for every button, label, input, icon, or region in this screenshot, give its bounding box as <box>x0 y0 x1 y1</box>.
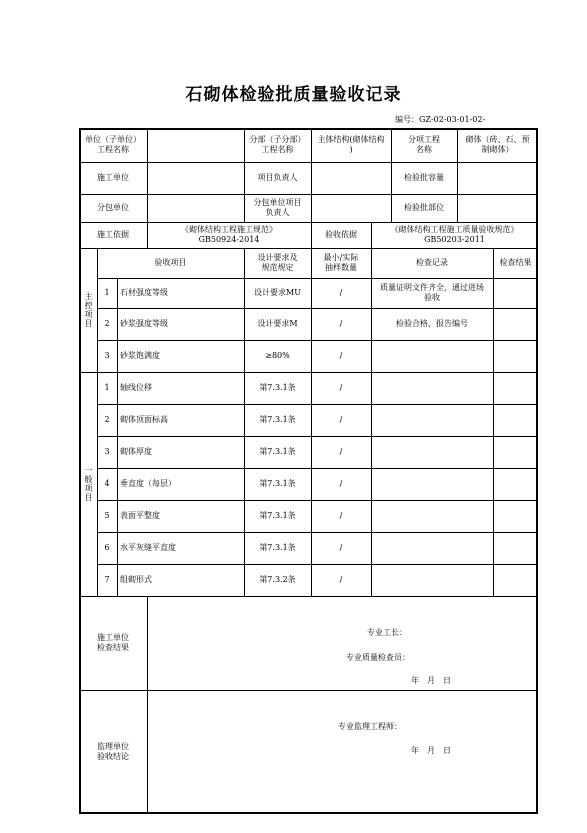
main-item-sample: / <box>339 351 343 360</box>
main-item-record <box>371 340 493 372</box>
col-item-header: 验收项目 <box>154 258 187 267</box>
grid-line <box>457 194 458 222</box>
general-item-name: 表面平整度 <box>120 511 160 520</box>
batch-location-label: 检验批部位 <box>404 203 444 212</box>
main-item-name: 砂浆强度等级 <box>120 319 168 328</box>
general-item-requirement: 第7.3.1条 <box>259 383 296 392</box>
unit-name-label: 单位（子单位） 工程名称 <box>85 135 141 154</box>
main-item-requirement: ≥80% <box>265 351 290 360</box>
col-result-header: 检查结果 <box>499 258 532 267</box>
grid-line <box>147 194 148 222</box>
supervision-check-label: 监理单位 验收结论 <box>97 742 129 761</box>
main-item-requirement: 设计要求M <box>257 319 298 328</box>
general-item-sample: / <box>339 415 343 424</box>
subcontractor-label: 分包单位 <box>97 203 129 212</box>
general-item-no: 6 <box>104 543 110 552</box>
sub-item-value: 砌体（砖、石、预 制砌体） <box>465 135 530 154</box>
grid-line <box>147 162 148 194</box>
construction-basis-label: 施工依据 <box>97 230 129 239</box>
general-item-name: 水平灰缝平直度 <box>120 543 176 552</box>
col-requirement-header: 设计要求及 规范规定 <box>257 253 298 272</box>
grid-line <box>493 372 494 596</box>
acceptance-basis-value: 《砌体结构工程施工质量验收规范》 GB50203-2011 <box>390 225 519 244</box>
sub-item-label: 分项工程 名称 <box>408 135 440 154</box>
general-item-name: 垂直度（每层） <box>120 479 176 488</box>
general-item-no: 4 <box>104 479 110 488</box>
main-item-sample: / <box>339 288 343 297</box>
sub-unit-label: 分部（子分部） 工程名称 <box>249 135 306 154</box>
acceptance-basis-label: 验收依据 <box>325 230 357 239</box>
grid-line <box>311 194 312 222</box>
general-item-requirement: 第7.3.1条 <box>259 479 296 488</box>
main-control-group-label: 主控项目 <box>84 292 93 328</box>
main-item-name: 石材强度等级 <box>120 288 168 297</box>
main-item-no: 1 <box>104 288 110 297</box>
col-record-header: 检查记录 <box>416 258 448 267</box>
foreman-signature-label: 专业工长： <box>367 628 407 637</box>
general-item-sample: / <box>339 511 343 520</box>
main-item-requirement: 设计要求MU <box>254 288 301 297</box>
project-manager-label: 项目负责人 <box>257 173 298 182</box>
general-item-requirement: 第7.3.1条 <box>259 415 296 424</box>
general-item-requirement: 第7.3.2条 <box>259 575 296 584</box>
acceptance-form-table <box>79 128 538 814</box>
general-item-requirement: 第7.3.1条 <box>259 511 296 520</box>
general-item-sample: / <box>339 383 343 392</box>
col-sample-header: 最小/实际 抽样数量 <box>323 253 359 272</box>
general-item-name: 砌体顶面标高 <box>120 415 168 424</box>
construction-unit-label: 施工单位 <box>97 173 129 182</box>
main-item-record: 检验合格，报告编号 <box>396 319 468 328</box>
general-item-name: 轴线位移 <box>120 383 152 392</box>
general-item-name: 组砌形式 <box>120 575 152 584</box>
construction-basis-value: 《砌体结构工程施工规范》 GB50924-2014 <box>181 225 277 244</box>
general-item-no: 1 <box>104 383 110 392</box>
general-item-no: 2 <box>104 415 110 424</box>
general-item-no: 3 <box>104 447 110 456</box>
construction-check-label: 施工单位 检查结果 <box>97 633 129 652</box>
supervising-engineer-signature-label: 专业监理工程师： <box>338 722 402 731</box>
main-item-sample: / <box>339 319 343 328</box>
unit-name-value <box>147 128 244 162</box>
general-item-sample: / <box>339 575 343 584</box>
general-item-sample: / <box>339 479 343 488</box>
document-number: 编号：GZ-02-03-01-02- <box>395 115 486 124</box>
general-item-name: 砌体厚度 <box>120 447 152 456</box>
form-title: 石砌体检验批质量验收记录 <box>185 85 402 105</box>
grid-line <box>311 162 312 194</box>
general-item-sample: / <box>339 543 343 552</box>
general-group-label: 一般项目 <box>84 466 93 502</box>
general-item-requirement: 第7.3.1条 <box>259 543 296 552</box>
batch-capacity-label: 检验批容量 <box>404 173 444 182</box>
sub-unit-value: 主体结构(砌体结构 ) <box>317 135 385 154</box>
general-item-sample: / <box>339 447 343 456</box>
construction-check-date: 年 月 日 <box>411 676 451 685</box>
general-item-requirement: 第7.3.1条 <box>259 447 296 456</box>
supervision-check-date: 年 月 日 <box>411 746 451 755</box>
main-item-no: 3 <box>104 351 110 360</box>
main-item-no: 2 <box>104 319 110 328</box>
general-item-no: 7 <box>104 575 110 584</box>
general-item-no: 5 <box>104 511 110 520</box>
quality-inspector-signature-label: 专业质量检查员： <box>346 653 410 662</box>
grid-line <box>147 596 148 814</box>
grid-line <box>457 162 458 194</box>
sub-project-manager-label: 分包单位项目 负责人 <box>253 198 302 217</box>
main-item-record: 质量证明文件齐全，通过进场 验收 <box>380 283 484 302</box>
main-item-name: 砂浆饱满度 <box>120 351 160 360</box>
